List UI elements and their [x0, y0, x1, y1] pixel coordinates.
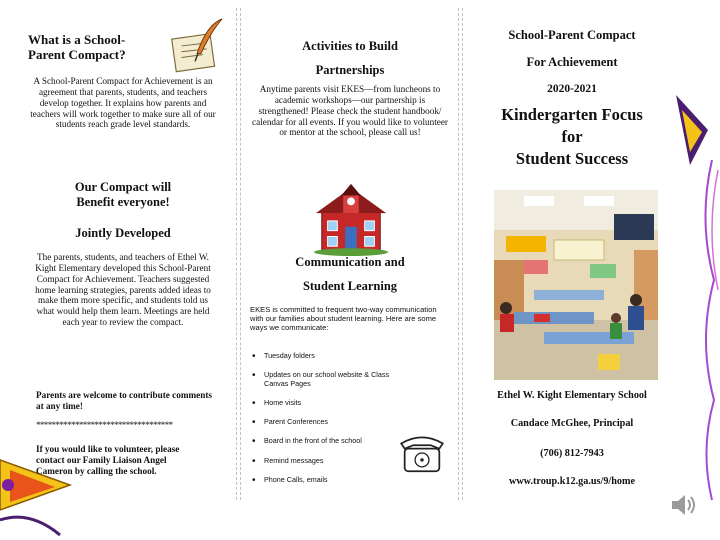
- schoolhouse-icon: [312, 178, 390, 256]
- contribute-comments-text: Parents are welcome to contribute comments at any time!: [36, 390, 212, 411]
- telephone-icon: [396, 430, 448, 476]
- list-item: • Updates on our school website & Class Canvas Pages: [264, 371, 399, 388]
- panel-divider: [240, 8, 241, 500]
- quill-pen-icon: [168, 14, 226, 74]
- list-item: • Parent Conferences: [264, 418, 399, 426]
- principal-name: Candace McGhee, Principal: [510, 418, 634, 429]
- list-item: • Tuesday folders: [264, 352, 399, 360]
- list-item: • Phone Calls, emails: [264, 476, 399, 484]
- activities-text: Anytime parents visit EKES—from luncheons to academic workshops—our partnership is strengthened! Please check the student handbook/ calendar for all events. If you would like to volunteer or mentor at the school, please call us!: [252, 84, 448, 138]
- list-item: • Home visits: [264, 399, 399, 407]
- classroom-photo: [494, 190, 658, 380]
- middle-panel: [250, 10, 450, 500]
- list-item: • Remind messages: [264, 457, 399, 465]
- compact-title: School-Parent Compact For Achievement 2020-2021: [508, 28, 636, 95]
- activities-heading: Activities to Build Partnerships: [302, 39, 398, 77]
- benefit-heading: Our Compact will Benefit everyone!: [74, 180, 172, 209]
- list-item: • Board in the front of the school: [264, 437, 399, 445]
- panel-divider: [236, 8, 237, 500]
- communication-intro: EKES is committed to frequent two-way communication with our families about student learning. Here are some ways we communicate:: [250, 305, 437, 332]
- phone-number: (706) 812-7943: [540, 448, 604, 459]
- compact-definition-text: A School-Parent Compact for Achievement is an agreement that parents, students, and teachers develop together. It explains how parents and teachers will work together to make sure all of our students reach grade level standards.: [30, 76, 216, 130]
- website-link[interactable]: www.troup.k12.ga.us/9/home: [508, 476, 636, 487]
- communication-heading: Communication and Student Learning: [295, 255, 405, 293]
- separator-line: ***********************************: [36, 420, 173, 430]
- communication-list: [250, 352, 399, 495]
- left-panel: [28, 10, 218, 500]
- panel-divider: [462, 8, 463, 500]
- speaker-icon[interactable]: [668, 490, 698, 520]
- kindergarten-focus-title: Kindergarten Focus for Student Success: [501, 105, 643, 168]
- compact-definition-heading: What is a School- Parent Compact?: [28, 32, 126, 63]
- school-name: Ethel W. Kight Elementary School: [497, 390, 647, 401]
- panel-divider: [458, 8, 459, 500]
- jointly-developed-text: The parents, students, and teachers of Ethel W. Kight Elementary developed this School-Parent Compact for Achievement. Teachers suggested home learning strategies, parents added ideas to make them more specific, and students told us what would help them learn. Meetings are held each year to review the compact.: [35, 252, 211, 328]
- volunteer-contact-text: If you would like to volunteer, please contact our Family Liaison Angel Cameron by calling the school.: [36, 444, 180, 476]
- jointly-developed-heading: Jointly Developed: [75, 226, 171, 240]
- streamer-decoration-right: [668, 70, 720, 510]
